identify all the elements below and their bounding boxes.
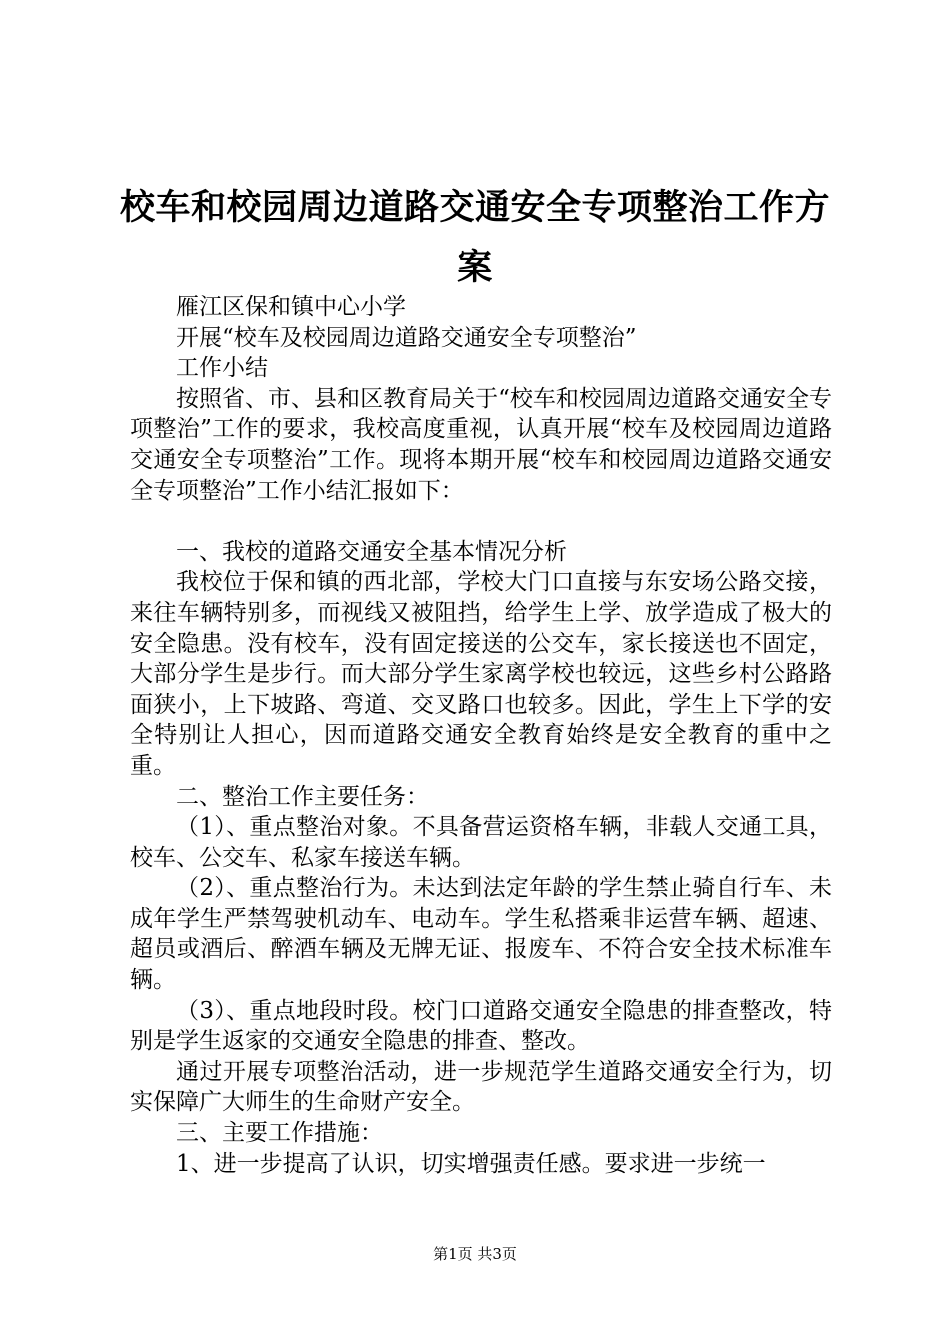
document-body	[130, 292, 832, 1179]
paragraph-task-3: （3）、重点地段时段。校门口道路交通安全隐患的排查整改，特别是学生返家的交通安全隐患的排查、整改。	[130, 997, 832, 1055]
paragraph-goal: 通过开展专项整治活动，进一步规范学生道路交通安全行为，切实保障广大师生的生命财产安全。	[130, 1058, 832, 1116]
paragraph-intro: 按照省、市、县和区教育局关于“校车和校园周边道路交通安全专项整治”工作的要求，我校高度重视，认真开展“校车及校园周边道路交通安全专项整治”工作。现将本期开展“校车和校园周边道路交通安全专项整治”工作小结汇报如下：	[130, 385, 832, 504]
paragraph-subtitle: 开展“校车及校园周边道路交通安全专项整治”	[176, 324, 637, 351]
paragraph-school-name: 雁江区保和镇中心小学	[176, 294, 406, 320]
page-number-footer: 第1页 共3页	[433, 1245, 517, 1263]
document-title	[100, 178, 850, 298]
paragraph-situation: 我校位于保和镇的西北部，学校大门口直接与东安场公路交接，来往车辆特别多，而视线又被阻挡，给学生上学、放学造成了极大的安全隐患。没有校车，没有固定接送的公交车，家长接送也不固定，大部分学生是步行。而大部分学生家离学校也较远，这些乡村公路路面狭小，上下坡路、弯道、交叉路口也较多。因此，学生上下学的安全特别让人担心，因而道路交通安全教育始终是安全教育的重中之重。	[130, 569, 832, 779]
paragraph-measure-1: 1、进一步提高了认识，切实增强责任感。要求进一步统一	[176, 1150, 766, 1177]
title-line-1: 校车和校园周边道路交通安全专项整治工作方	[119, 188, 830, 228]
section-heading-2: 二、整治工作主要任务：	[176, 783, 429, 810]
paragraph-task-1: （1）、重点整治对象。不具备营运资格车辆，非载人交通工具，校车、公交车、私家车接送车辆。	[130, 814, 832, 871]
paragraph-subtitle-cont: 工作小结	[176, 355, 268, 382]
section-heading-1: 一、我校的道路交通安全基本情况分析	[176, 538, 567, 565]
section-heading-3: 三、主要工作措施：	[176, 1120, 383, 1147]
paragraph-task-2: （2）、重点整治行为。未达到法定年龄的学生禁止骑自行车、未成年学生严禁驾驶机动车、电动车。学生私搭乘非运营车辆、超速、超员或酒后、醉酒车辆及无牌无证、报废车、不符合安全技术标准车辆。	[130, 875, 832, 994]
blank-line	[130, 506, 832, 537]
title-line-2: 案	[457, 248, 493, 288]
